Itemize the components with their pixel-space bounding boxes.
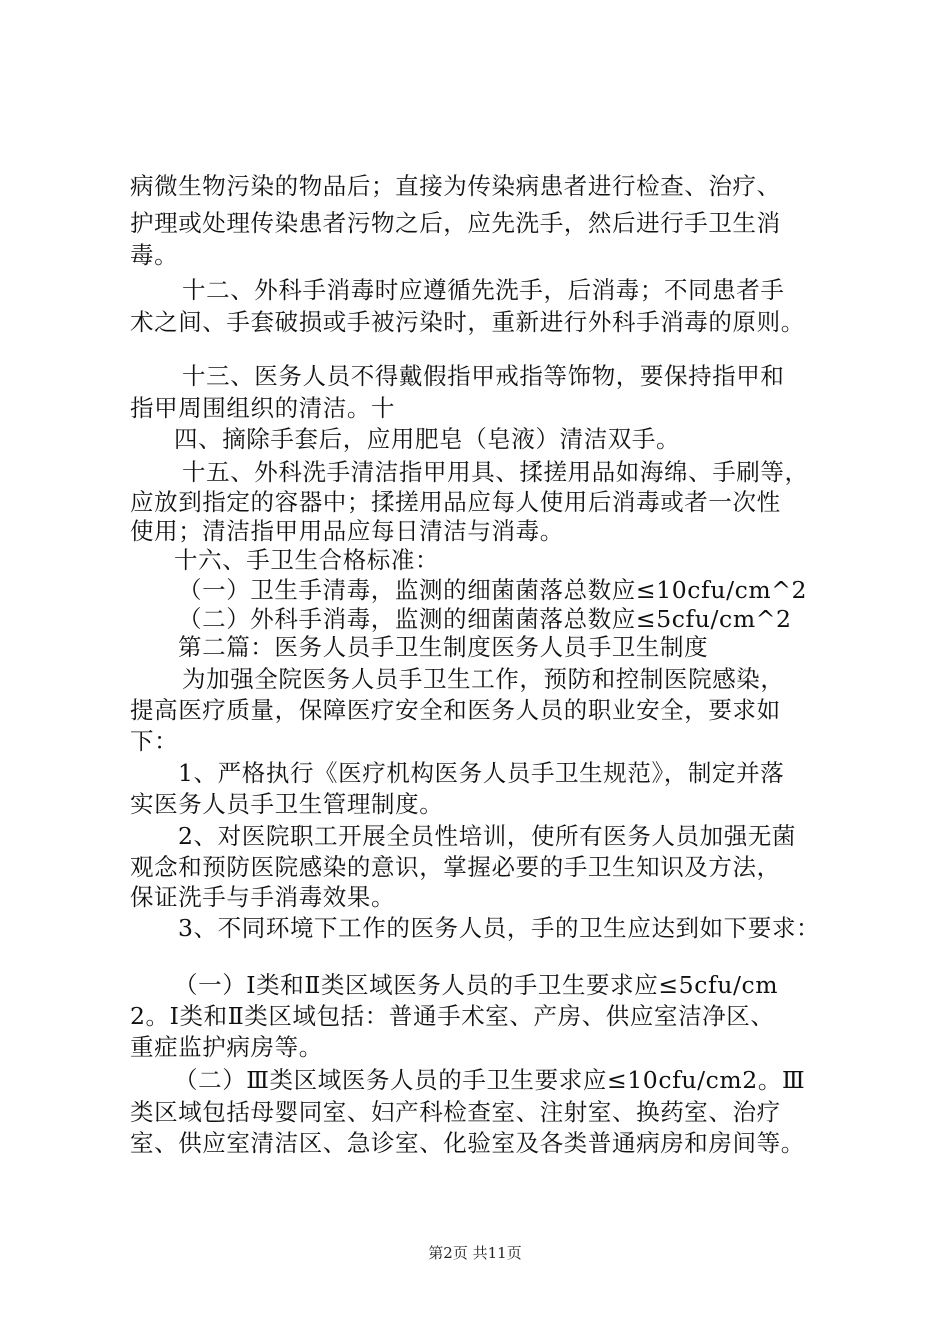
paragraph-line: 十六、手卫生合格标准： [174, 546, 440, 574]
section-heading: 第二篇：医务人员手卫生制度医务人员手卫生制度 [178, 633, 709, 661]
paragraph-line: 下： [130, 727, 179, 755]
paragraph-line: 四、摘除手套后，应用肥皂（皂液）清洁双手。 [174, 425, 681, 453]
paragraph-line: 术之间、手套破损或手被污染时，重新进行外科手消毒的原则。 [130, 308, 805, 336]
paragraph-line: （一）卫生手清毒，监测的细菌菌落总数应≤10cfu/cm^2 [178, 576, 808, 604]
page-footer: 第2页 共11页 [428, 1244, 522, 1262]
paragraph-line: 十五、外科洗手清洁指甲用具、揉搓用品如海绵、手刷等， [182, 458, 809, 486]
paragraph-line: （一）Ⅰ类和Ⅱ类区域医务人员的手卫生要求应≤5cfu/cm [174, 971, 779, 999]
paragraph-line: 病微生物污染的物品后；直接为传染病患者进行检查、治疗、 [130, 172, 781, 200]
paragraph-line: 室、供应室清洁区、急诊室、化验室及各类普通病房和房间等。 [130, 1129, 805, 1157]
paragraph-line: 1、严格执行《医疗机构医务人员手卫生规范》，制定并落 [178, 759, 785, 787]
paragraph-line: 2、对医院职工开展全员性培训，使所有医务人员加强无菌 [178, 822, 797, 850]
paragraph-line: 观念和预防医院感染的意识，掌握必要的手卫生知识及方法， [130, 853, 781, 881]
paragraph-line: 使用；清洁指甲用品应每日清洁与消毒。 [130, 517, 564, 545]
paragraph-line: 3、不同环境下工作的医务人员，手的卫生应达到如下要求： [178, 914, 821, 942]
paragraph-line: （二）Ⅲ类区域医务人员的手卫生要求应≤10cfu/cm2。Ⅲ [174, 1066, 806, 1094]
paragraph-line: 十二、外科手消毒时应遵循先洗手，后消毒；不同患者手 [182, 276, 785, 304]
paragraph-line: 毒。 [130, 241, 179, 269]
paragraph-line: 2。Ⅰ类和Ⅱ类区域包括：普通手术室、产房、供应室洁净区、 [130, 1002, 775, 1030]
paragraph-line: 十三、医务人员不得戴假指甲戒指等饰物，要保持指甲和 [182, 362, 785, 390]
paragraph-line: 指甲周围组织的清洁。十 [130, 394, 396, 422]
paragraph-line: 重症监护病房等。 [130, 1033, 323, 1061]
paragraph-line: 实医务人员手卫生管理制度。 [130, 790, 444, 818]
paragraph-line: 护理或处理传染患者污物之后，应先洗手，然后进行手卫生消 [130, 209, 781, 237]
paragraph-line: （二）外科手消毒，监测的细菌菌落总数应≤5cfu/cm^2 [178, 605, 792, 633]
paragraph-line: 应放到指定的容器中；揉搓用品应每人使用后消毒或者一次性 [130, 488, 781, 516]
paragraph-line: 提高医疗质量，保障医疗安全和医务人员的职业安全，要求如 [130, 696, 781, 724]
paragraph-line: 类区域包括母婴同室、妇产科检查室、注射室、换药室、治疗 [130, 1098, 781, 1126]
paragraph-line: 为加强全院医务人员手卫生工作，预防和控制医院感染， [182, 665, 785, 693]
paragraph-line: 保证洗手与手消毒效果。 [130, 883, 396, 911]
